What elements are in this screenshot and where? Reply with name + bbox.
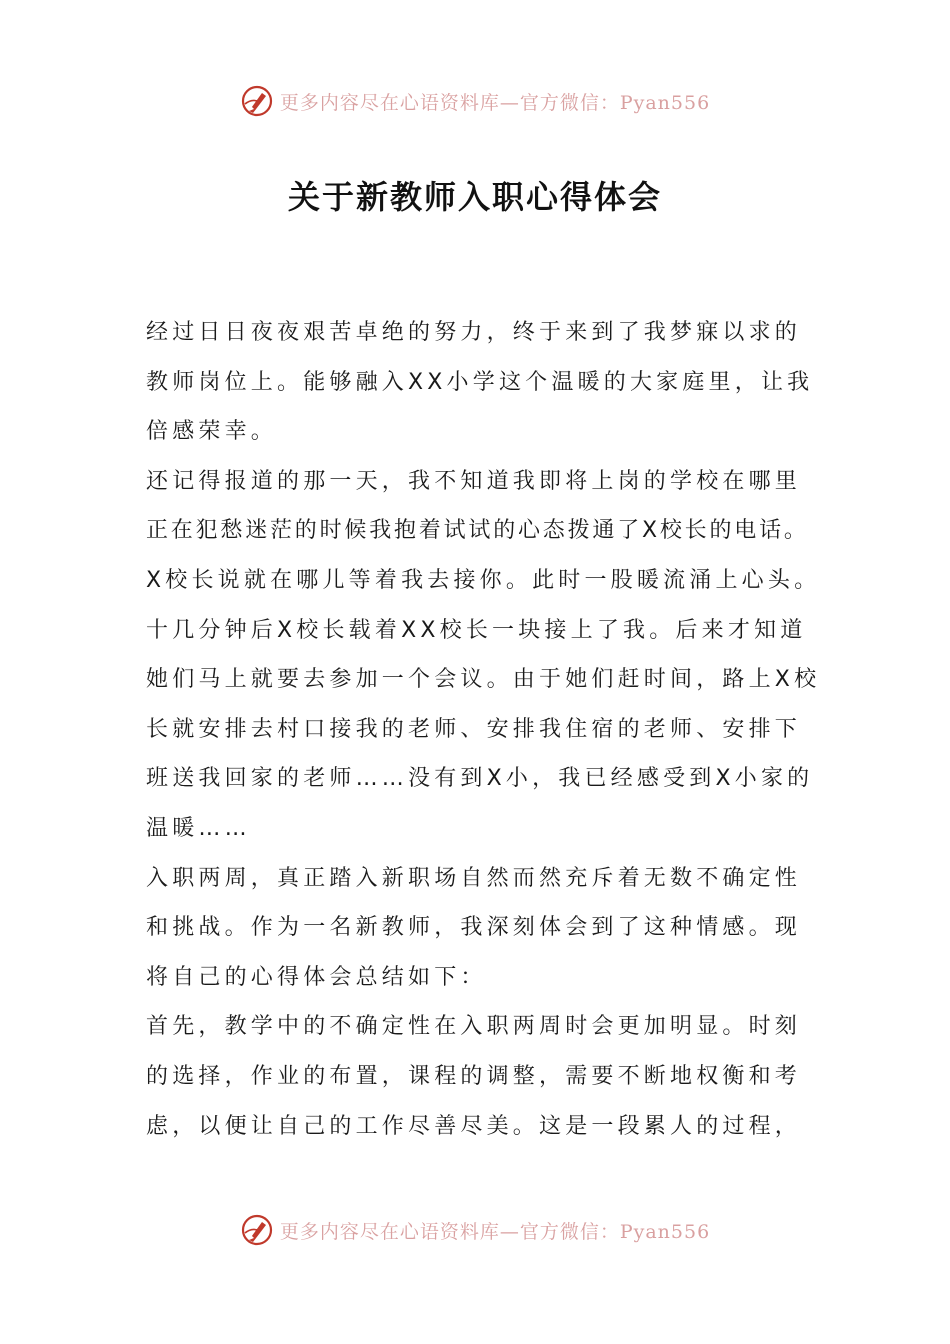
body-line: 班送我回家的老师……没有到X小，我已经感受到X小家的 xyxy=(146,766,814,792)
footer-banner-text: 更多内容尽在心语资料库—官方微信：Pyan556 xyxy=(279,1220,711,1243)
body-line: 将自己的心得体会总结如下： xyxy=(146,964,487,990)
body-line: 十几分钟后X校长载着XX校长一块接上了我。后来才知道 xyxy=(146,617,807,643)
pen-nib-logo-icon xyxy=(240,84,274,118)
body-line: 倍感荣幸。 xyxy=(146,419,278,445)
body-line: 虑，以便让自己的工作尽善尽美。这是一段累人的过程， xyxy=(146,1113,802,1139)
pen-nib-logo-icon xyxy=(240,1213,274,1247)
body-line: 入职两周，真正踏入新职场自然而然充斥着无数不确定性 xyxy=(146,865,802,891)
body-line: 教师岗位上。能够融入XX小学这个温暖的大家庭里，让我 xyxy=(146,369,814,395)
body-line: 温暖…… xyxy=(146,815,251,841)
body-line: 长就安排去村口接我的老师、安排我住宿的老师、安排下 xyxy=(146,716,802,742)
footer-banner xyxy=(0,1213,950,1247)
body-line: 正在犯愁迷茫的时候我抱着试试的心态拨通了X校长的电话。 xyxy=(146,518,809,544)
body-line: 和挑战。作为一名新教师，我深刻体会到了这种情感。现 xyxy=(146,915,802,941)
body-line: 她们马上就要去参加一个会议。由于她们赶时间，路上X校 xyxy=(146,667,821,693)
header-banner-text: 更多内容尽在心语资料库—官方微信：Pyan556 xyxy=(279,91,711,114)
body-line: 首先，教学中的不确定性在入职两周时会更加明显。时刻 xyxy=(146,1014,802,1040)
body-line: X校长说就在哪儿等着我去接你。此时一股暖流涌上心头。 xyxy=(146,567,821,593)
body-line: 经过日日夜夜艰苦卓绝的努力，终于来到了我梦寐以求的 xyxy=(146,320,802,345)
body-line: 的选择，作业的布置，课程的调整，需要不断地权衡和考 xyxy=(146,1063,802,1089)
body-line: 还记得报道的那一天，我不知道我即将上岗的学校在哪里 xyxy=(146,468,802,494)
document-body xyxy=(146,308,821,1151)
document-title: 关于新教师入职心得体会 xyxy=(287,178,662,216)
header-banner xyxy=(0,84,950,118)
